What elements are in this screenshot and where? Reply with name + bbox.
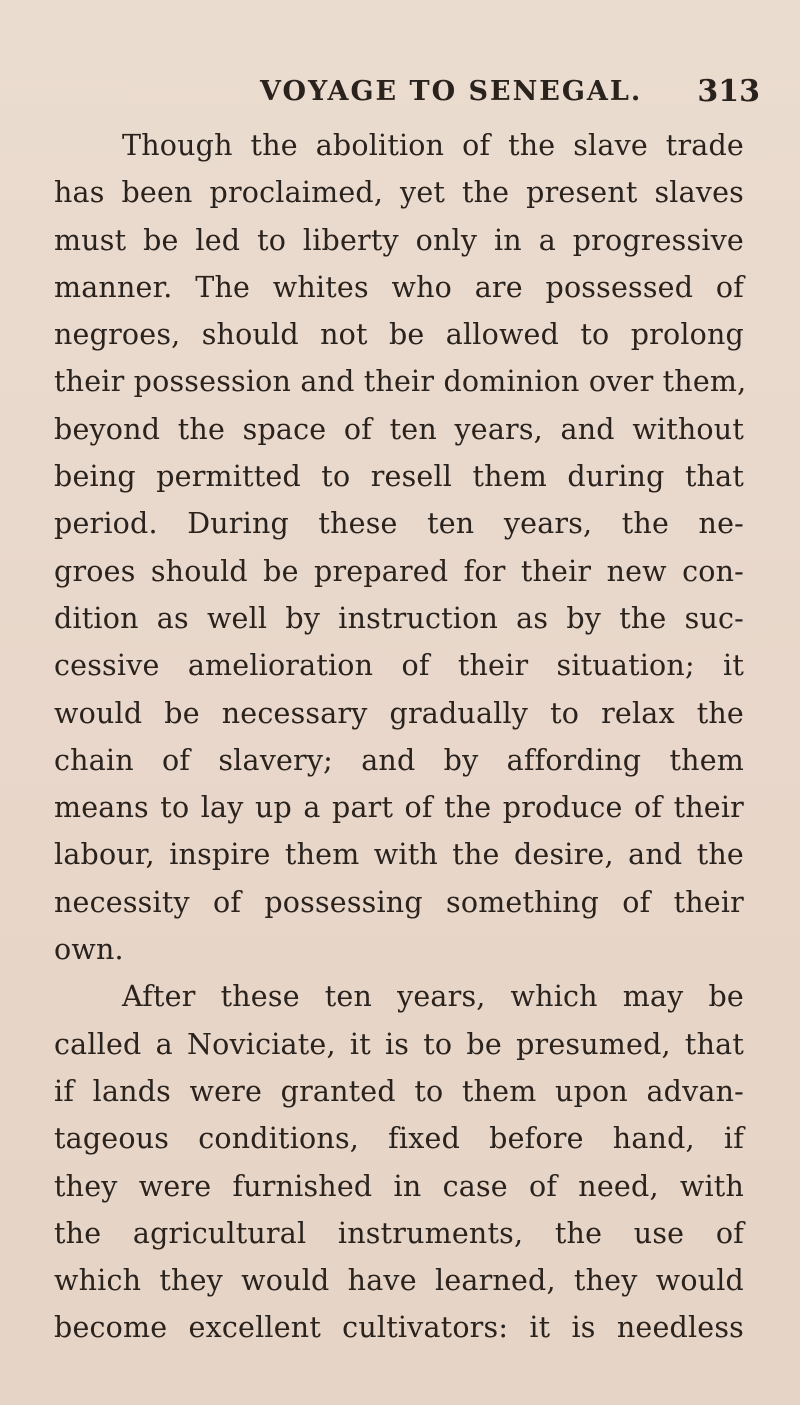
body-text (54, 122, 747, 1352)
text-line: cessive amelioration of their situation; it (54, 649, 744, 683)
text-line: the agricultural instruments, the use of (54, 1216, 744, 1250)
text-line: tageous conditions, fixed before hand, if (54, 1122, 744, 1156)
text-line: own. (54, 933, 124, 967)
text-line: labour, inspire them with the desire, and the (54, 838, 744, 872)
text-line: period. During these ten years, the ne- (54, 507, 744, 541)
page-number: 313 (697, 74, 760, 109)
text-line: would be necessary gradually to relax the (54, 696, 744, 730)
text-line: After these ten years, which may be (122, 980, 744, 1014)
text-line: chain of slavery; and by affording them (54, 743, 744, 777)
text-line: groes should be prepared for their new con- (54, 554, 744, 588)
text-line: become excellent cultivators: it is needless (54, 1311, 744, 1345)
text-line: Though the abolition of the slave trade (122, 129, 744, 162)
running-head (60, 76, 760, 116)
text-line: must be led to liberty only in a progressive (54, 223, 744, 257)
text-line: dition as well by instruction as by the suc- (54, 601, 744, 635)
text-line: called a Noviciate, it is to be presumed, that (54, 1027, 744, 1061)
text-line: necessity of possessing something of their (54, 885, 744, 919)
text-line: has been proclaimed, yet the present slaves (54, 176, 744, 210)
text-line: negroes, should not be allowed to prolong (54, 318, 744, 352)
text-line: manner. The whites who are possessed of (54, 270, 744, 304)
text-line: beyond the space of ten years, and without (54, 412, 744, 446)
text-line: being permitted to resell them during that (54, 460, 744, 494)
text-line: if lands were granted to them upon advan- (54, 1074, 744, 1108)
running-title: VOYAGE TO SENEGAL. (260, 76, 643, 107)
text-line: their possession and their dominion over them, (54, 365, 747, 399)
text-line: means to lay up a part of the produce of their (54, 791, 744, 825)
text-line: which they would have learned, they would (54, 1264, 744, 1298)
text-line: they were furnished in case of need, with (54, 1169, 744, 1203)
